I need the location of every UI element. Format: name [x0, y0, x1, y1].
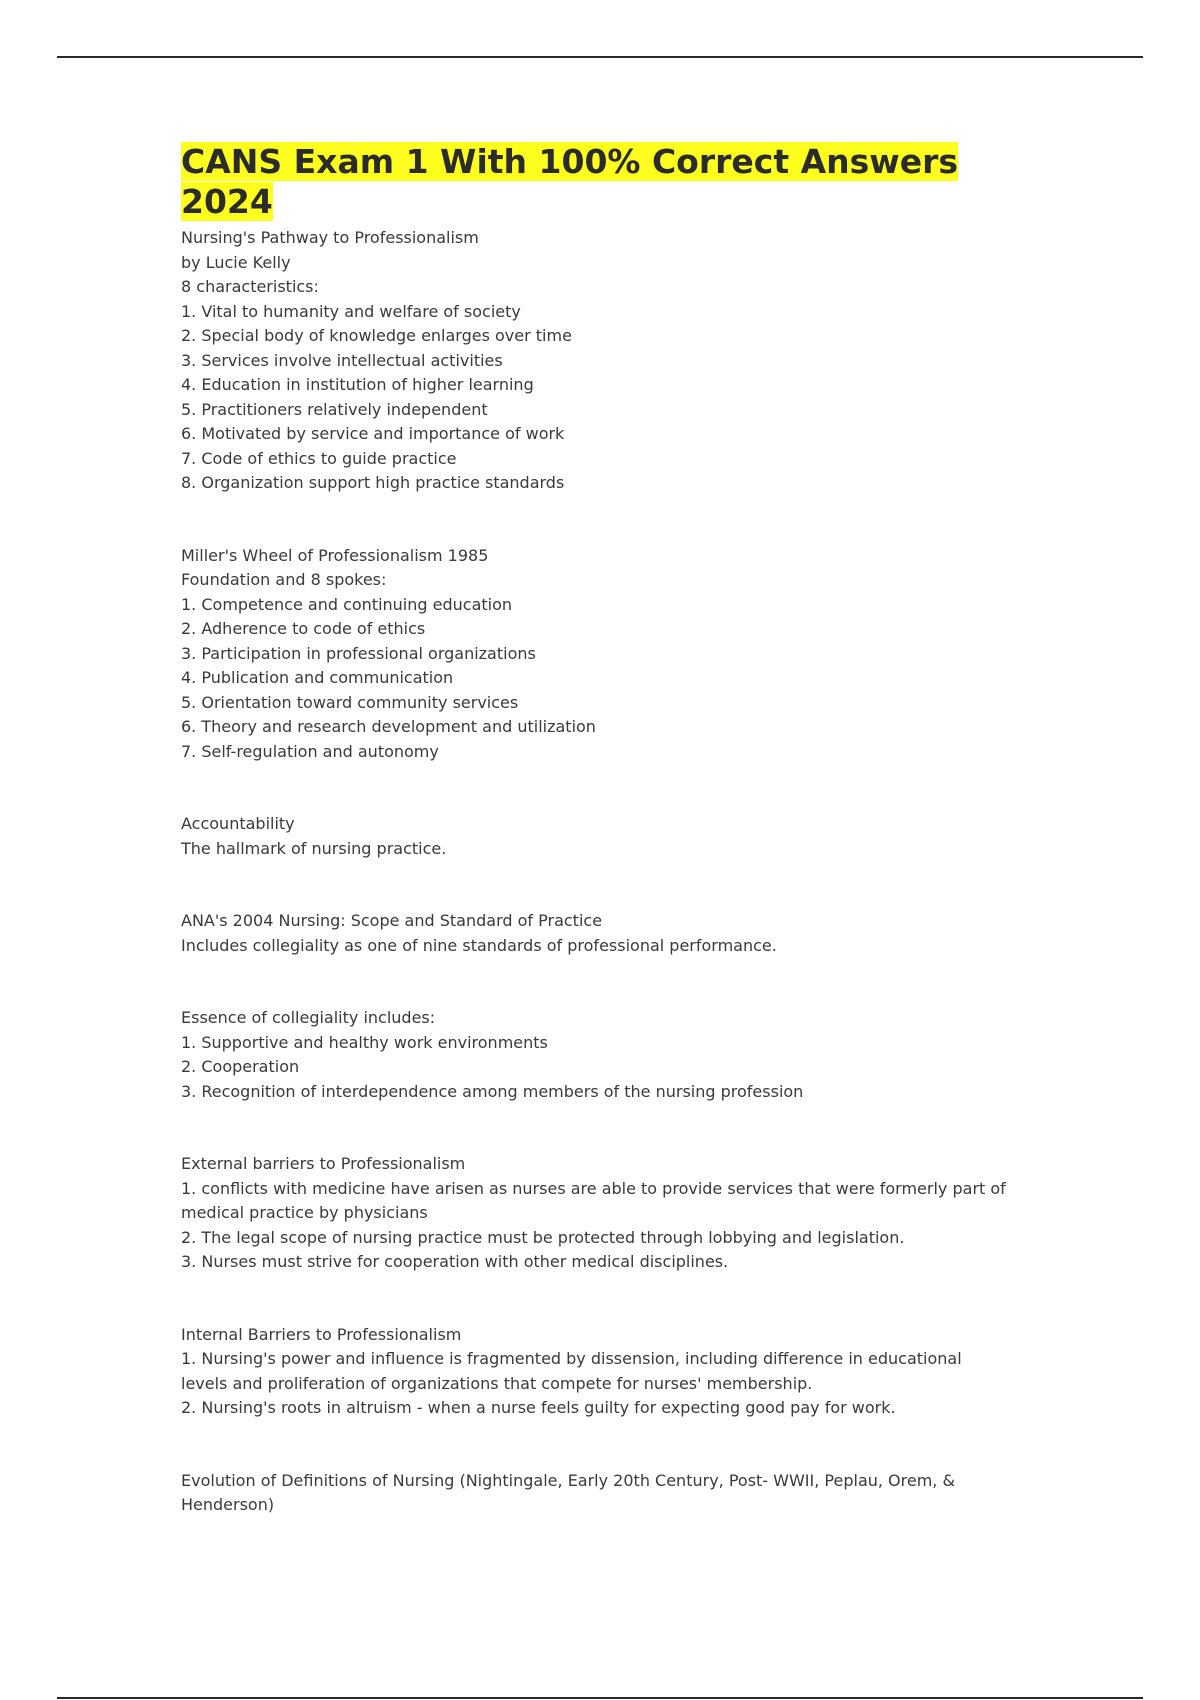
section-4 [181, 909, 1061, 958]
section-heading: Accountability [181, 814, 295, 833]
section-line: 2. Cooperation [181, 1057, 300, 1076]
section-line: 1. Nursing's power and influence is fragmented by dissension, including difference in educational [181, 1349, 962, 1368]
section-6 [181, 1152, 1061, 1275]
section-line: 5. Practitioners relatively independent [181, 399, 488, 419]
section-line: medical practice by physicians [181, 1203, 428, 1222]
section-heading: ANA's 2004 Nursing: Scope and Standard of Practice [181, 911, 603, 930]
document-title [181, 142, 1061, 222]
section-line: 3. Participation in professional organizations [181, 643, 536, 663]
section-line: 6. Theory and research development and utilization [181, 717, 596, 736]
section-line: 1. Vital to humanity and welfare of society [181, 301, 521, 321]
section-8 [181, 1469, 1061, 1518]
section-line: 7. Self-regulation and autonomy [181, 741, 439, 761]
section-heading: Nursing's Pathway to Professionalism [181, 228, 479, 247]
section-line: 1. Supportive and healthy work environments [181, 1032, 548, 1052]
section-line: 1. Competence and continuing education [181, 594, 513, 614]
section-line: Includes collegiality as one of nine standards of professional performance. [181, 935, 777, 955]
section-line: by Lucie Kelly [181, 252, 291, 272]
section-line: 2. Special body of knowledge enlarges over time [181, 326, 572, 345]
section-line: 8. Organization support high practice standards [181, 473, 565, 492]
section-heading: Miller's Wheel of Professionalism 1985 [181, 545, 489, 565]
section-line: 4. Publication and communication [181, 668, 454, 687]
section-line: 2. The legal scope of nursing practice must be protected through lobbying and legislation. [181, 1227, 905, 1247]
section-line: The hallmark of nursing practice. [181, 838, 447, 858]
section-line: Henderson) [181, 1495, 275, 1514]
section-1 [181, 226, 1061, 496]
title-line-2: 2024 [181, 182, 273, 221]
sections-container [181, 226, 1061, 1518]
section-7 [181, 1323, 1061, 1421]
section-line: 2. Nursing's roots in altruism - when a nurse feels guilty for expecting good pay for work. [181, 1398, 896, 1417]
section-line: 6. Motivated by service and importance of work [181, 424, 565, 443]
section-line: 3. Recognition of interdependence among members of the nursing profession [181, 1081, 804, 1101]
document-body [181, 142, 1061, 1566]
section-2 [181, 544, 1061, 765]
section-line: 4. Education in institution of higher learning [181, 375, 534, 394]
section-line: 3. Services involve intellectual activities [181, 350, 503, 370]
bottom-divider [57, 1697, 1143, 1699]
section-heading: Evolution of Definitions of Nursing (Nightingale, Early 20th Century, Post- WWII, Peplau, Orem, & [181, 1470, 955, 1490]
title-line-1: CANS Exam 1 With 100% Correct Answers [181, 142, 959, 181]
section-line: 2. Adherence to code of ethics [181, 619, 426, 638]
section-heading: Essence of collegiality includes: [181, 1008, 436, 1027]
section-line: 7. Code of ethics to guide practice [181, 448, 457, 468]
section-line: Foundation and 8 spokes: [181, 570, 387, 589]
section-line: levels and proliferation of organizations that compete for nurses' membership. [181, 1373, 813, 1393]
section-3 [181, 812, 1061, 861]
section-line: 1. conflicts with medicine have arisen as nurses are able to provide services that were formerly part of [181, 1178, 1006, 1198]
section-heading: Internal Barriers to Professionalism [181, 1324, 462, 1344]
section-line: 3. Nurses must strive for cooperation with other medical disciplines. [181, 1252, 729, 1271]
section-heading: External barriers to Professionalism [181, 1154, 466, 1173]
section-5 [181, 1006, 1061, 1104]
section-line: 5. Orientation toward community services [181, 692, 519, 712]
section-line: 8 characteristics: [181, 277, 319, 296]
top-divider [57, 56, 1143, 58]
